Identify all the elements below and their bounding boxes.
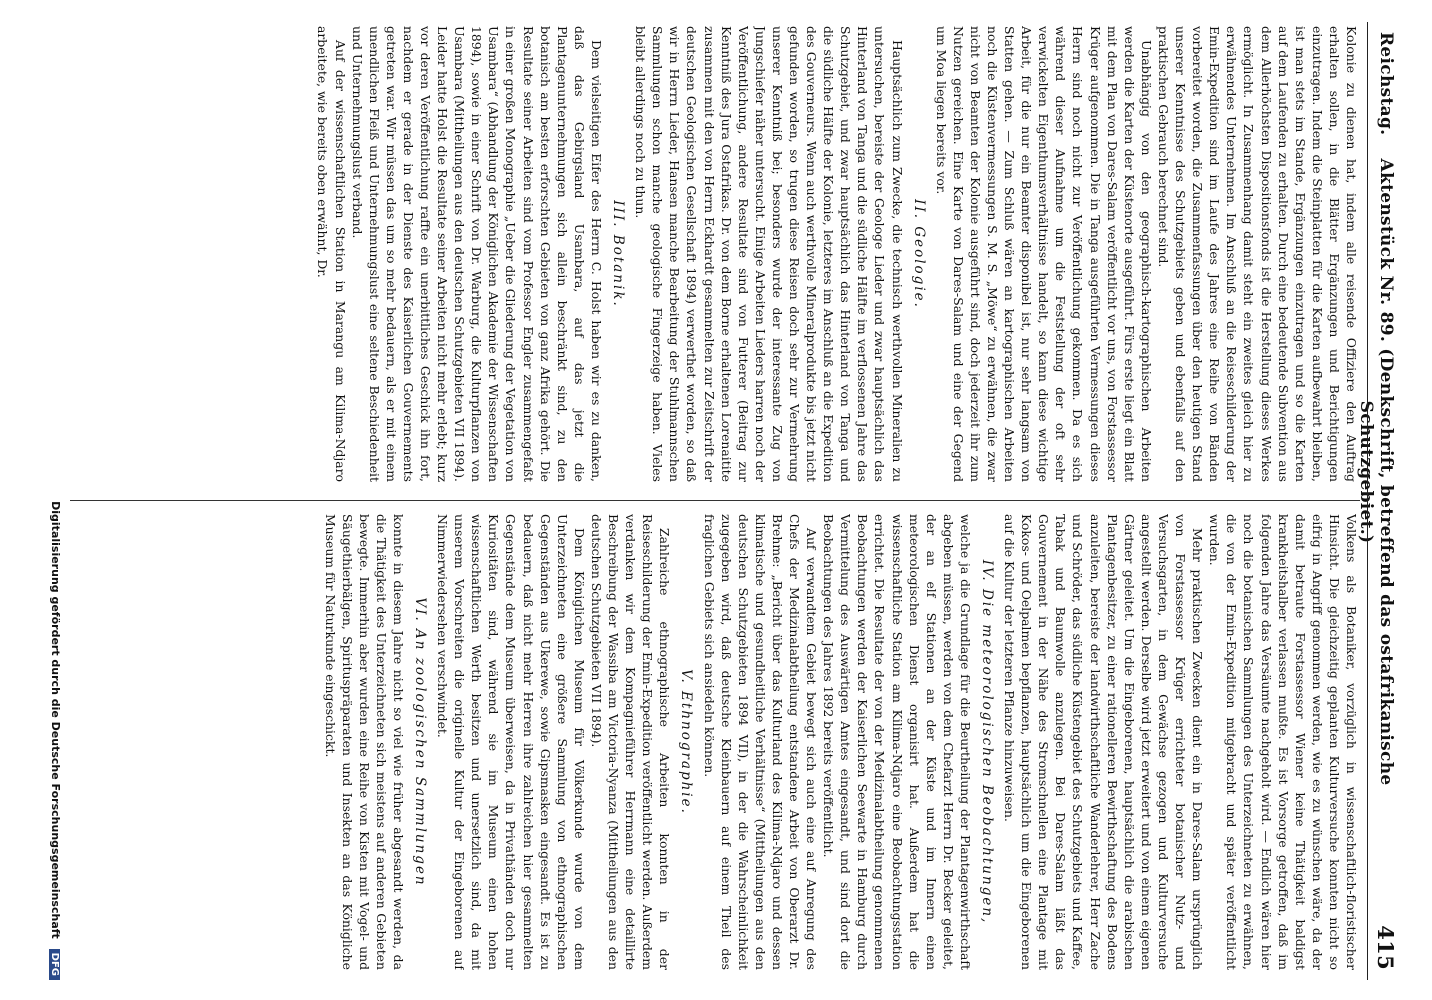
section-heading-botanik: III. Botanik. <box>610 200 627 308</box>
paragraph: Auf verwandtem Gebiet bewegt sich auch eine auf Anregung des Chefs der Medizinalabtheilung entstandene Arbeit von Oberarzt Dr. Brehme: „Bericht über das Kulturland des Kilima-Ndjaro und dessen klimatische und gesundheitliche Verhältnisse“ (Mittheilungen aus den deutschen Schutzgebieten 1894 VII), in der die Wahrscheinlichkeit zugegeben wird, daß deutsche Kleinbauern auf einem Theil des fraglichen Gebiets sich ansiedeln können. <box>701 514 820 970</box>
paragraph: konnte in diesem Jahre nicht so viel wie früher abgesandt werden, da die Thätigkeit des Unterzeichneten sich meistens auf anderen Gebieten bewegte. Immerhin aber wurden eine Reihe von Kisten mit Vogel- und Säugethierbälgen, Spirituspräparaten und Insekten an das Königliche Museum für Naturkunde eingeschickt. <box>322 514 406 970</box>
paragraph: Dem vielseitigen Eifer des Herrn C. Holst haben wir es zu danken, daß das Gebirgsland Usambara, auf das jetzt die Plantagenunternehmungen sich allein beschränkt sind, zu den botanisch am besten erforschten Gebieten von ganz Afrika gehört. Die Resultate seiner Arbeiten sind vom Professor Engler zusammengefaßt in einer großen Monographie „Ueber die Gliederung der Vegetation von Usambara“ (Abhandlung der Königlichen Akademie der Wissenschaften 1894), sowie in einer Schrift von Dr. Warburg, die Kulturpflanzen von Usambara (Mittheilungen aus den deutschen Schutzgebieten VII 1894). Leider hatte Holst die Resultate seiner Arbeiten nicht mehr erlebt; kurz vor deren Veröffentlichung raffte ein unerbittliches Geschick ihn fort, nachdem er gerade in der Dienste des Kaiserlichen Gouvernements getreten war. Wir müssen das um so mehr bedauern, als er mit einem unendlichen Fleiß und Unternehmungslust eine seltene Beschiedenheit und Unternehmungslust verband. <box>349 26 604 482</box>
section-heading-geologie: II. Geologie. <box>910 199 927 309</box>
paragraph: Kolonie zu dienen hat, indem alle reisende Offiziere den Auftrag erhalten sollen, in die Blätter Ergänzungen und Berichtigungen einzutragen. Indem die Steinplatten für die Karten aufbewahrt bleiben, ist man stets im Stande, Ergänzungen einzutragen und so die Karten auf dem Laufenden zu erhalten. Durch eine bedeutende Subvention aus dem Allerhöchsten Dispositionsfonds ist die Herstellung dieses Werkes ermöglicht. In Zusammenhang damit steht ein zweites gleich hier zu erwähnendes Unternehmen. Im Anschluß an die Reiseschilderung der Emin-Expedition sind im Laufe des Jahres eine Reihe von Bänden vorbereitet worden, die Zusammenfassungen über den heutigen Stand unserer Kenntnisse des Schutzgebiets geben und ebenfalls auf den praktischen Gebrauch berechnet sind. <box>1155 26 1359 482</box>
dfg-badge: DFG <box>49 949 60 980</box>
document-sheet <box>42 22 1402 980</box>
header-title: Aktenstück Nr. 89. (Denkschrift, betreffend das ostafrikanische Schutzgebiet.) <box>1356 158 1396 786</box>
paragraph: Unabhängig von den geographisch-kartographischen Arbeiten werden die Karten der Küstenorte ausgeführt. Fürs erste liegt ein Blatt mit dem Plan von Dares-Salam veröffentlicht vor uns, von Forstassessor Krüger aufgenommen. Die in Tanga ausgeführten Vermessungen dieses Herrn sind noch nicht zur Veröffentlichung gekommen. Da es sich während dieser Aufnahme um die Feststellung der oft sehr verwickelten Eigenthumsverhältnisse handelt, so kann diese wichtige Arbeit, für die nur ein Beamter disponibel ist, nur sehr langsam von Statten gehen. — Zum Schluß wären an kartographischen Arbeiten noch die Küstenvermessungen S. M. S. „Möwe“ zu erwähnen, die zwar nicht von Beamten der Kolonie ausgeführt sind, doch jederzeit ihr zum Nutzen gereichen. Eine Karte von Dares-Salam und eine der Gegend um Moa liegen bereits vor. <box>933 26 1154 482</box>
left-column <box>70 26 1360 482</box>
footer-text: Digitalisierung gefördert durch die Deutsche Forschungsgemeinschaft <box>49 501 62 939</box>
section-heading-meteorologie: IV. Die meteorologischen Beobachtungen, <box>979 559 996 925</box>
page-number: 415 <box>1373 925 1398 970</box>
header-rule <box>1367 22 1368 980</box>
paragraph: Zahlreiche ethnographische Arbeiten konnten in der Reiseschilderung der Emin-Expedition veröffentlicht werden. Außerdem verdanken wir dem Kompagnieführer Herrmann eine detaillirte Beschreibung der Wassiba am Victoria-Nyanza (Mittheilungen aus den deutschen Schutzgebieten VII 1894). <box>588 514 673 970</box>
paragraph: Dem Königlichen Museum für Völkerkunde wurde von dem Unterzeichneten eine größere Sammlung von ethnographischen Gegenständen aus Ukerewe, sowie Gipsmasken eingesandt. Es ist zu bedauern, daß nicht mehr Herren ihre zahlreichen hier gesammelten Gegenstände dem Museum überweisen, da in Privathänden doch nur Kuriositäten sind, während sie im Museum einen hohen wissenschaftlichen Werth besitzen und unersetzlich sind, da mit unserem Vorschreiten die originelle Kultur der Eingeborenen auf Nimmerwiedersehen verschwindet. <box>435 514 587 970</box>
section-heading-zoologie: VI. An zoologischen Sammlungen <box>412 597 429 887</box>
paragraph: welche ja die Grundlage für die Beurtheilung der Plantagenwirthschaft abgeben müssen, werden von dem Chefarzt Herrn Dr. Becker geleitet, der an elf Stationen an der Küste und im Innern einen meteorologischen Dienst organisirt hat. Außerdem hat die wissenschaftliche Station am Kilima-Ndjaro eine Beobachtungsstation errichtet. Die Resultate der von der Medizinalabtheilung genommenen Beobachtungen werden der Kaiserlichen Seewarte in Hamburg durch Vermittelung des Auswärtigen Amtes eingesandt, und sind dort die Beobachtungen des Jahres 1892 bereits veröffentlicht. <box>821 514 973 970</box>
paragraph: Volkens als Botaniker, vorzüglich in wissenschaftlich-floristischer Hinsicht. Die gleichzeitig geplanten Kulturversuche konnten nicht so eifrig in Angriff genommen werden, wie es zu wünschen wäre, da der damit betraute Forstassessor Wiener keine Thätigkeit baldigst krankheitshalber verlassen mußte. Es ist Vorsorge getroffen, daß im folgenden Jahre das Versäumte nachgeholt wird. — Endlich wären hier noch die botanischen Sammlungen des Unterzeichneten zu erwähnen, die von der Emin-Expedition mitgebracht und später veröffentlicht wurden. <box>1207 514 1359 970</box>
running-header <box>1356 22 1402 980</box>
paragraph: Hauptsächlich zum Zwecke, die technisch werthvollen Mineralien zu untersuchen, bereiste der Geologe Lieder und zwar hauptsächlich das Hinterland von Tanga und die südliche Hälfte im verflossenen Jahre das Schutzgebiet, und zwar hauptsächlich das Hinterland von Tanga und die südliche Hälfte der Kolonie, letzteres im Anschluß an die Expedition des Gouverneurs. Wenn auch werthvolle Mineralprodukte bis jetzt nicht gefunden worden, so trugen diese Reisen doch sehr zur Vermehrung unserer Kenntniß bei; besonders wurde der interessante Zug von Jungschiefer näher untersucht. Einige Arbeiten Lieders harren noch der Veröffentlichung, andere Resultate sind von Futterer (Beitrag zur Kenntniß des Jura Ostafrikas. Dr. von dem Borne erhaltenen Lorenaitite zusammen mit den von Herrn Eckhardt gesammelten zur Zeitschrift der deutschen Geologischen Gesellschaft 1894) verwerthet worden, so daß wir in Herrn Lieder, Hansen manche Bearbeitung der Stuhlmannschen Sammlungen schon manche geologische Fingerzeige haben. Vieles bleibt allerdings noch zu thun. <box>633 26 905 482</box>
digitization-footer <box>42 22 62 980</box>
column-divider <box>70 500 1360 501</box>
right-column <box>70 514 1360 970</box>
section-heading-ethnographie: V. Ethnographie. <box>678 669 695 815</box>
paragraph: Auf der wissenschaftlichen Station in Marangu am Kilima-Ndjaro arbeitete, wie bereits oben erwähnt, Dr. <box>315 26 348 482</box>
paragraph: Mehr praktischen Zwecken dient ein in Dares-Salam ursprünglich von Forstassessor Krüger errichteter botanischer Nutz- und Versuchsgarten, in dem Gewächse gezogen und Kulturversuche angestellt werden. Derselbe wird jetzt erweitert und von einem eigenen Gärtner geleitet. Um die Eingeborenen, hauptsächlich die arabischen Plantagenbesitzer, zu einer rationelleren Bewirthschaftung des Bodens anzuleiten, bereiste der landwirthschaftliche Wanderlehrer, Herr Zache und Schröder, das südliche Küstengebiet des Schutzgebiets und Kaffee, Tabak und Baumwolle anzulegen. Bei Dares-Salam läßt das Gouvernement in der Nähe des Stromschnellen eine Plantage mit Kokos- und Oelpalmen bepflanzen, hauptsächlich um die Eingeborenen auf die Kultur der letzteren Pflanze hinzuweisen. <box>1002 514 1206 970</box>
header-reichstag: Reichstag. <box>1376 32 1396 136</box>
